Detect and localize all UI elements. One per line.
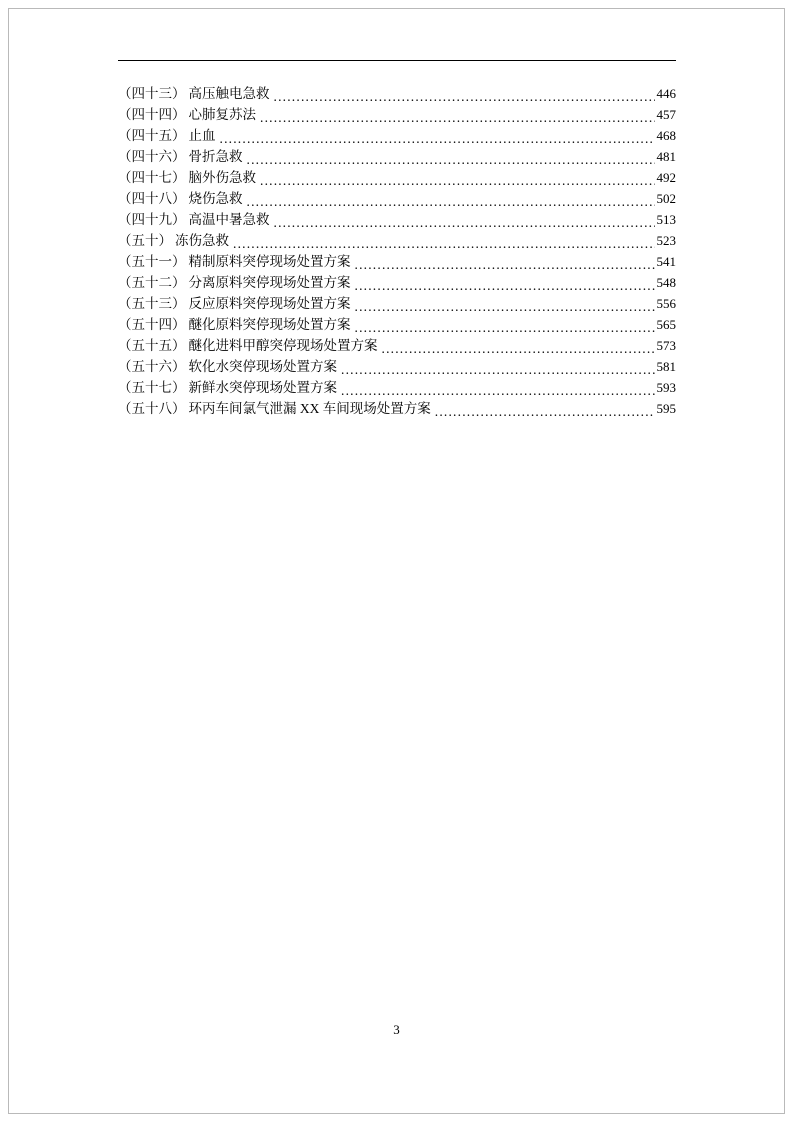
toc-entry-title: 环丙车间氯气泄漏 XX 车间现场处置方案 [188,401,431,416]
header-rule [118,60,676,61]
toc-leader-dots [355,299,655,311]
toc-entry[interactable] [118,251,676,272]
toc-entry[interactable] [118,209,676,230]
toc-entry[interactable] [118,167,676,188]
toc-entry-number: （四十八） [118,191,186,206]
toc-entry-title: 高温中暑急救 [188,212,270,227]
toc-entry-title: 分离原料突停现场处置方案 [188,275,351,290]
toc-entry-page: 481 [656,149,676,164]
toc-entry-page: 446 [656,86,676,101]
toc-entry[interactable] [118,398,676,419]
toc-entry-title: 脑外伤急救 [188,170,256,185]
toc-leader-dots [247,194,655,206]
toc-entry-title: 反应原料突停现场处置方案 [188,296,351,311]
toc-entry[interactable] [118,335,676,356]
toc-entry-page: 523 [656,233,676,248]
toc-entry-number: （五十四） [118,317,186,332]
toc-entry[interactable] [118,314,676,335]
toc-entry-page: 573 [656,338,676,353]
toc-entry-page: 541 [656,254,676,269]
toc-entry[interactable] [118,272,676,293]
toc-leader-dots [382,341,655,353]
toc-leader-dots [220,131,655,143]
toc-leader-dots [260,110,655,122]
toc-leader-dots [274,89,655,101]
toc-entry[interactable] [118,293,676,314]
toc-entry-number: （四十九） [118,212,186,227]
toc-entry-number: （五十一） [118,254,186,269]
toc-entry-title: 心肺复苏法 [188,107,256,122]
toc-entry[interactable] [118,377,676,398]
toc-entry-page: 556 [656,296,676,311]
toc-leader-dots [233,236,655,248]
toc-entry-title: 高压触电急救 [188,86,270,101]
toc-entry-title: 精制原料突停现场处置方案 [188,254,351,269]
toc-entry-title: 冻伤急救 [175,233,229,248]
toc-leader-dots [260,173,655,185]
toc-entry[interactable] [118,230,676,251]
toc-entry-title: 新鲜水突停现场处置方案 [188,380,337,395]
toc-entry[interactable] [118,104,676,125]
toc-entry-page: 565 [656,317,676,332]
toc-entry-number: （五十八） [118,401,186,416]
toc-entry-page: 581 [656,359,676,374]
toc-entry-page: 548 [656,275,676,290]
toc-entry-page: 593 [656,380,676,395]
toc-leader-dots [355,278,655,290]
toc-entry[interactable] [118,125,676,146]
toc-entry-number: （四十三） [118,86,186,101]
toc-leader-dots [341,362,655,374]
page-content [118,60,676,419]
toc-entry-page: 468 [656,128,676,143]
toc-entry[interactable] [118,188,676,209]
toc-entry-number: （四十四） [118,107,186,122]
toc-entry[interactable] [118,356,676,377]
toc-leader-dots [274,215,655,227]
toc-entry-page: 502 [656,191,676,206]
toc-entry[interactable] [118,83,676,104]
toc-entry[interactable] [118,146,676,167]
toc-entry-page: 492 [656,170,676,185]
toc-leader-dots [435,404,655,416]
toc-entry-page: 513 [656,212,676,227]
toc-entry-title: 骨折急救 [188,149,243,164]
toc-leader-dots [341,383,655,395]
table-of-contents [118,83,676,419]
page-number: 3 [393,1022,400,1037]
toc-leader-dots [247,152,655,164]
toc-entry-title: 醚化进料甲醇突停现场处置方案 [188,338,378,353]
toc-entry-number: （四十七） [118,170,186,185]
toc-entry-number: （五十七） [118,380,186,395]
toc-entry-page: 457 [656,107,676,122]
toc-entry-number: （五十五） [118,338,186,353]
toc-entry-page: 595 [656,401,676,416]
toc-entry-title: 软化水突停现场处置方案 [188,359,337,374]
toc-entry-number: （五十六） [118,359,186,374]
toc-leader-dots [355,320,655,332]
toc-entry-number: （五十二） [118,275,186,290]
toc-entry-title: 醚化原料突停现场处置方案 [188,317,351,332]
toc-entry-title: 烧伤急救 [188,191,243,206]
toc-entry-number: （五十） [118,233,172,248]
toc-entry-number: （四十六） [118,149,186,164]
toc-entry-number: （四十五） [118,128,186,143]
toc-leader-dots [355,257,655,269]
toc-entry-title: 止血 [188,128,216,143]
toc-entry-number: （五十三） [118,296,186,311]
